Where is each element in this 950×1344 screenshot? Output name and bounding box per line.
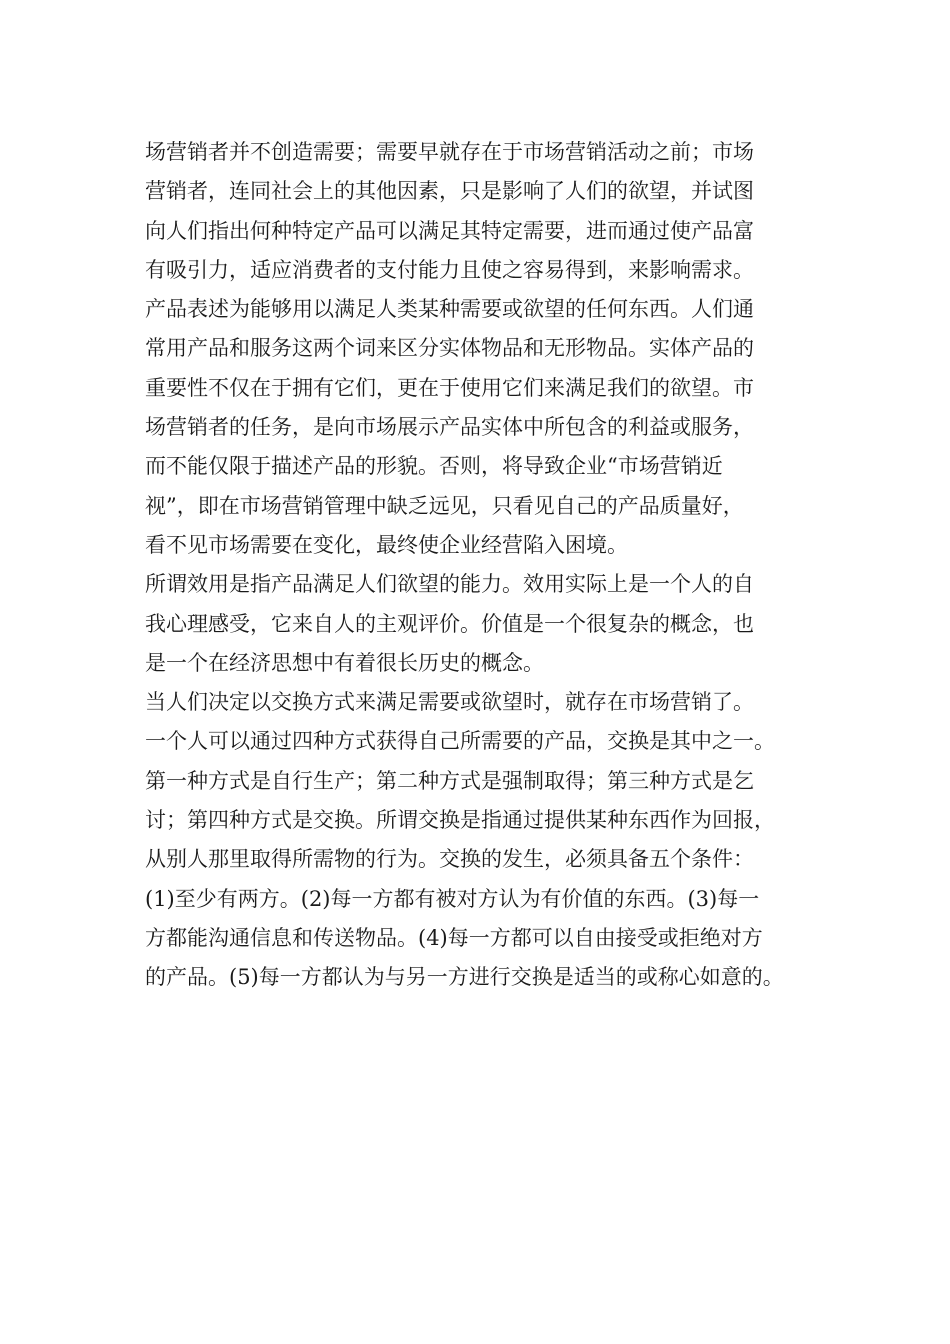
text-line: 当人们决定以交换方式来满足需要或欲望时，就存在市场营销了。 [145, 690, 754, 715]
text-line: 常用产品和服务这两个词来区分实体物品和无形物品。实体产品的 [145, 336, 754, 361]
text-line: 是一个在经济思想中有着很长历史的概念。 [145, 650, 544, 675]
text-line: 我心理感受，它来自人的主观评价。价值是一个很复杂的概念，也 [145, 611, 754, 636]
text-line: 而不能仅限于描述产品的形貌。否则，将导致企业“市场营销近 [145, 454, 723, 479]
text-line: 产品表述为能够用以满足人类某种需要或欲望的任何东西。人们通 [145, 297, 754, 322]
text-line: 有吸引力，适应消费者的支付能力且使之容易得到，来影响需求。 [145, 257, 754, 282]
body-text [145, 133, 825, 998]
text-line: 从别人那里取得所需物的行为。交换的发生，必须具备五个条件： [145, 847, 754, 872]
text-line: 一个人可以通过四种方式获得自己所需要的产品，交换是其中之一。 [145, 729, 775, 754]
text-line: 第一种方式是自行生产；第二种方式是强制取得；第三种方式是乞 [145, 768, 754, 793]
text-line: 场营销者的任务，是向市场展示产品实体中所包含的利益或服务， [145, 415, 754, 440]
text-line: 方都能沟通信息和传送物品。(4)每一方都可以自由接受或拒绝对方 [145, 925, 763, 950]
text-line: 向人们指出何种特定产品可以满足其特定需要，进而通过使产品富 [145, 218, 754, 243]
text-line: 场营销者并不创造需要；需要早就存在于市场营销活动之前；市场 [145, 140, 754, 164]
text-line: (1)至少有两方。(2)每一方都有被对方认为有价值的东西。(3)每一 [145, 886, 760, 911]
text-line: 视”，即在市场营销管理中缺乏远见，只看见自己的产品质量好， [145, 493, 744, 518]
text-line: 看不见市场需要在变化，最终使企业经营陷入困境。 [145, 532, 628, 557]
text-line: 重要性不仅在于拥有它们，更在于使用它们来满足我们的欲望。市 [145, 375, 754, 400]
text-line: 所谓效用是指产品满足人们欲望的能力。效用实际上是一个人的自 [145, 572, 754, 597]
text-line: 的产品。(5)每一方都认为与另一方进行交换是适当的或称心如意的。 [145, 965, 784, 990]
text-line: 营销者，连同社会上的其他因素，只是影响了人们的欲望，并试图 [145, 179, 754, 204]
text-line: 讨；第四种方式是交换。所谓交换是指通过提供某种东西作为回报， [145, 808, 775, 833]
